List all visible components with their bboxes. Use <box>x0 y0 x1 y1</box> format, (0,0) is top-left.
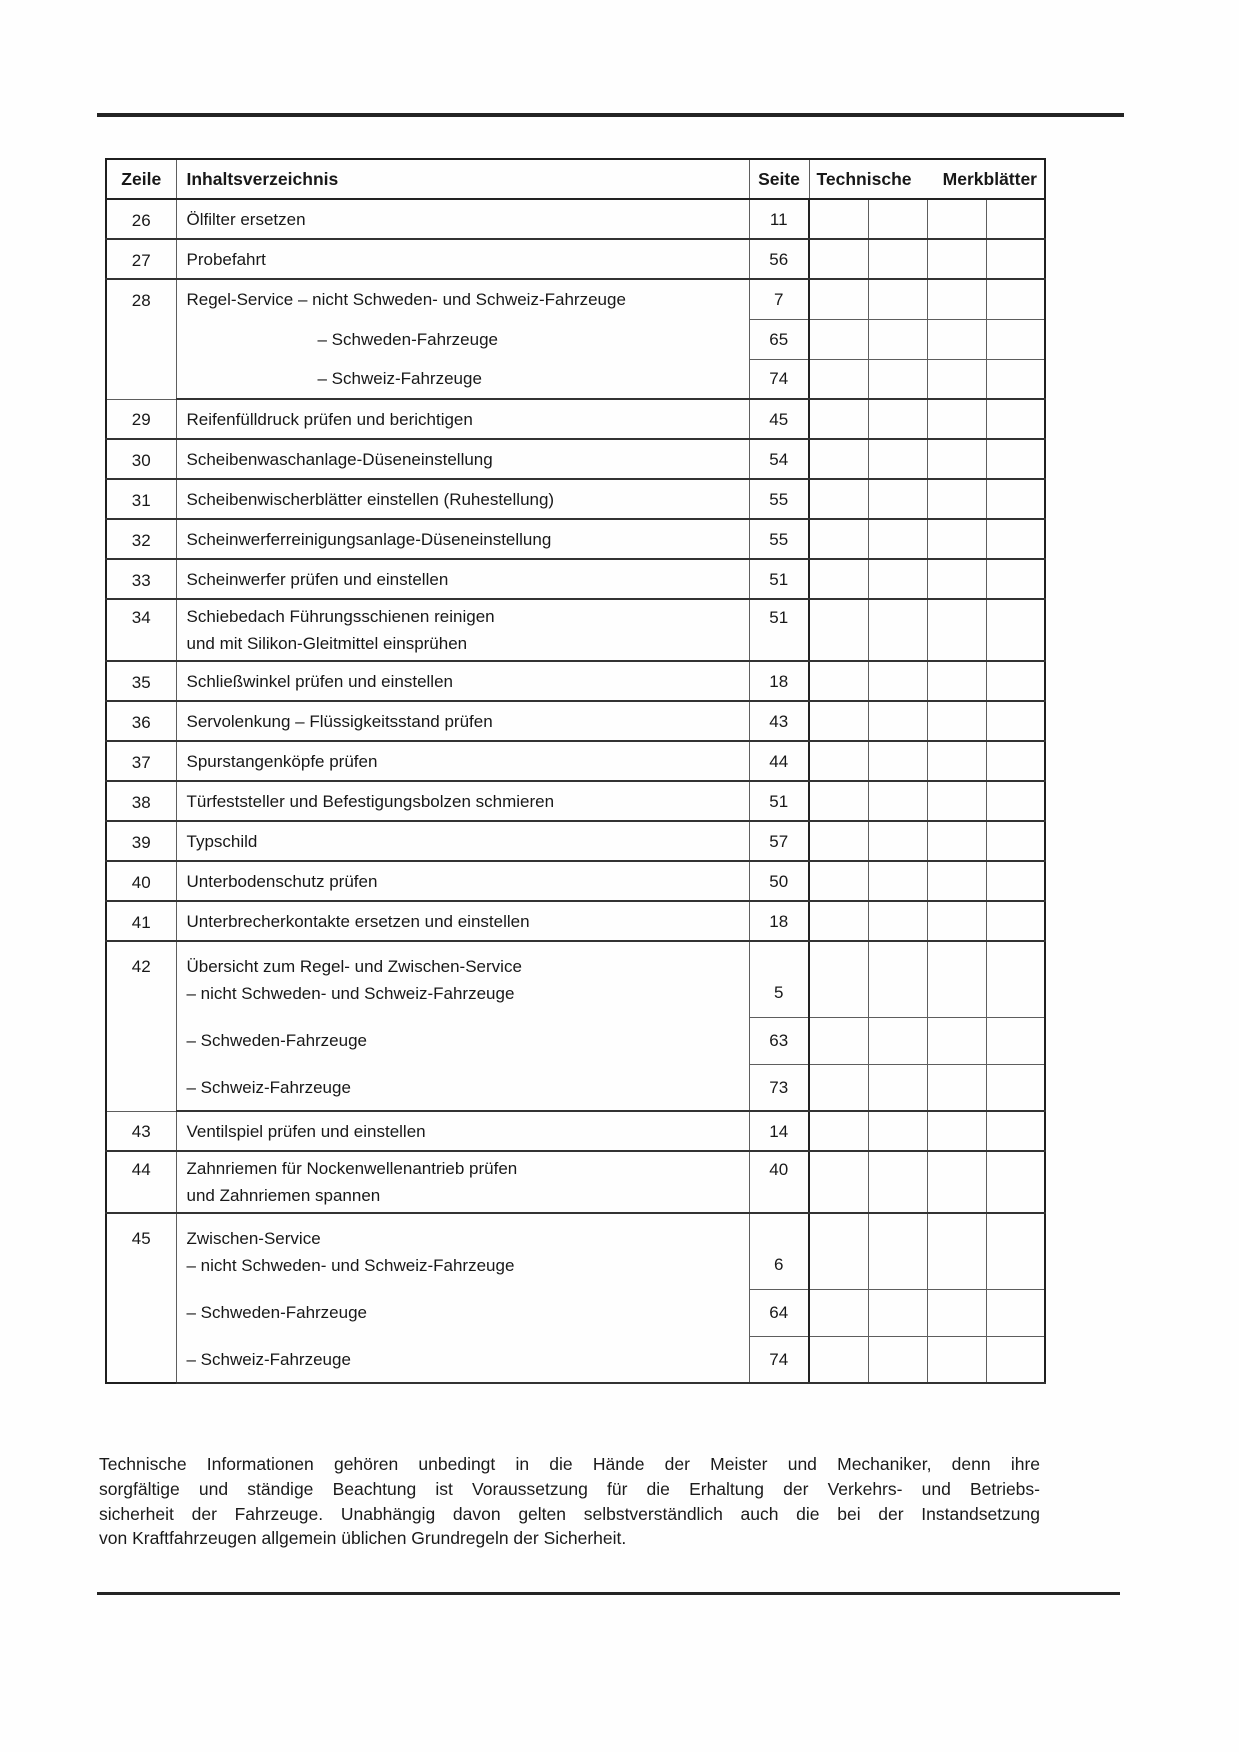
merkblatt-cell <box>927 781 986 821</box>
merkblatt-cell <box>986 279 1045 319</box>
zeile-cell: 34 <box>106 599 176 661</box>
zeile-cell: 44 <box>106 1151 176 1213</box>
zeile-cell: 45 <box>106 1213 176 1383</box>
inhalt-cell <box>176 661 749 701</box>
merkblatt-cell <box>868 599 927 661</box>
table-body <box>106 199 1045 1383</box>
seite-cell: 40 <box>749 1151 809 1213</box>
table-row <box>106 861 1045 901</box>
merkblatt-cell <box>927 1111 986 1151</box>
inhalt-cell <box>176 1017 749 1064</box>
merkblatt-cell <box>809 1111 868 1151</box>
merkblatt-cell <box>868 319 927 359</box>
entry-text: Servolenkung – Flüssigkeitsstand prüfen <box>186 711 493 731</box>
table-row <box>106 479 1045 519</box>
entry-text: Ölfilter ersetzen <box>186 209 306 229</box>
merkblatt-cell <box>927 599 986 661</box>
bottom-rule <box>97 1592 1120 1595</box>
inhalt-cell <box>176 941 749 1017</box>
entry-text: und mit Silikon-Gleitmittel einsprühen <box>186 634 468 653</box>
merkblatt-cell <box>809 901 868 941</box>
table-row <box>106 359 1045 399</box>
merkblatt-cell <box>868 1064 927 1111</box>
inhalt-cell <box>176 1336 749 1383</box>
table-row <box>106 821 1045 861</box>
zeile-cell: 32 <box>106 519 176 559</box>
merkblatt-cell <box>809 199 868 239</box>
zeile-cell: 33 <box>106 559 176 599</box>
merkblatt-cell <box>927 279 986 319</box>
merkblatt-cell <box>986 1017 1045 1064</box>
entry-text: und Zahnriemen spannen <box>186 1186 381 1205</box>
merkblatt-cell <box>986 821 1045 861</box>
entry-text: Scheibenwaschanlage-Düseneinstellung <box>186 449 493 469</box>
col-header-zeile: Zeile <box>106 159 176 199</box>
merkblatt-cell <box>809 661 868 701</box>
merkblatt-cell <box>927 1213 986 1289</box>
entry-text: Zwischen-Service <box>186 1228 321 1248</box>
merkblatt-cell <box>809 359 868 399</box>
inhalt-cell <box>176 559 749 599</box>
zeile-cell: 39 <box>106 821 176 861</box>
merkblatt-cell <box>809 941 868 1017</box>
table-row <box>106 1213 1045 1289</box>
seite-cell: 73 <box>749 1064 809 1111</box>
entry-text: Scheibenwischerblätter einstellen (Ruhestellung) <box>186 489 555 509</box>
inhalt-cell <box>176 399 749 439</box>
col-header-inhaltsverzeichnis: Inhaltsverzeichnis <box>176 159 749 199</box>
footer-line: Technische Informationen gehören unbedingt in die Hände der Meister und Mechaniker, denn ihre <box>99 1454 1040 1474</box>
merkblatt-cell <box>986 1289 1045 1336</box>
merkblatt-cell <box>868 399 927 439</box>
merkblatt-cell <box>809 861 868 901</box>
footer-line: sicherheit der Fahrzeuge. Unabhängig davon gelten selbstverständlich auch die bei der Instandsetzung <box>99 1503 1040 1524</box>
merkblatt-cell <box>868 661 927 701</box>
seite-cell: 18 <box>749 901 809 941</box>
col-header-technische-merkblaetter: Technische Merkblätter <box>809 159 1045 199</box>
merkblatt-cell <box>927 701 986 741</box>
merkblatt-cell <box>927 479 986 519</box>
merkblatt-cell <box>986 1213 1045 1289</box>
merkblatt-cell <box>986 781 1045 821</box>
seite-cell: 5 <box>749 941 809 1017</box>
merkblatt-cell <box>868 359 927 399</box>
inhalt-cell <box>176 479 749 519</box>
entry-text: Türfeststeller und Befestigungsbolzen schmieren <box>186 791 555 811</box>
merkblatt-cell <box>809 1151 868 1213</box>
entry-text: Ventilspiel prüfen und einstellen <box>186 1121 426 1141</box>
merkblatt-cell <box>809 599 868 661</box>
table-row <box>106 319 1045 359</box>
merkblatt-cell <box>986 1336 1045 1383</box>
table-row <box>106 599 1045 661</box>
entry-text: Schiebedach Führungsschienen reinigen <box>186 607 495 626</box>
contents-table <box>105 158 1046 1384</box>
merkblatt-cell <box>927 199 986 239</box>
zeile-cell: 40 <box>106 861 176 901</box>
merkblatt-cell <box>868 781 927 821</box>
seite-cell: 6 <box>749 1213 809 1289</box>
merkblatt-cell <box>986 399 1045 439</box>
merkblatt-cell <box>809 279 868 319</box>
table-row <box>106 559 1045 599</box>
merkblatt-cell <box>809 1213 868 1289</box>
merkblatt-cell <box>868 821 927 861</box>
inhalt-cell <box>176 239 749 279</box>
merkblatt-cell <box>927 319 986 359</box>
merkblatt-cell <box>809 239 868 279</box>
entry-text: Zahnriemen für Nockenwellenantrieb prüfen <box>186 1159 518 1178</box>
entry-text: Unterbodenschutz prüfen <box>186 871 378 891</box>
merkblatt-cell <box>809 1064 868 1111</box>
seite-cell: 55 <box>749 519 809 559</box>
merkblatt-cell <box>868 239 927 279</box>
entry-text: Reifenfülldruck prüfen und berichtigen <box>186 409 473 429</box>
zeile-cell: 41 <box>106 901 176 941</box>
table-header <box>106 159 1045 199</box>
merkblatt-cell <box>986 439 1045 479</box>
entry-text: – Schweiz-Fahrzeuge <box>317 369 482 388</box>
table-row <box>106 439 1045 479</box>
seite-cell: 18 <box>749 661 809 701</box>
merkblatt-cell <box>927 861 986 901</box>
merkblatt-cell <box>809 741 868 781</box>
merkblatt-cell <box>868 199 927 239</box>
zeile-cell: 38 <box>106 781 176 821</box>
merkblatt-cell <box>868 479 927 519</box>
merkblatt-cell <box>809 1289 868 1336</box>
seite-cell: 50 <box>749 861 809 901</box>
entry-text: Typschild <box>186 831 258 851</box>
seite-cell: 51 <box>749 781 809 821</box>
table-row <box>106 399 1045 439</box>
merkblatt-cell <box>986 239 1045 279</box>
merkblatt-cell <box>986 1111 1045 1151</box>
zeile-cell: 42 <box>106 941 176 1111</box>
seite-cell: 45 <box>749 399 809 439</box>
merkblatt-cell <box>986 901 1045 941</box>
inhalt-cell <box>176 1111 749 1151</box>
seite-cell: 57 <box>749 821 809 861</box>
entry-text: – nicht Schweden- und Schweiz-Fahrzeuge <box>186 983 515 1003</box>
merkblatt-cell <box>927 1336 986 1383</box>
merkblatt-cell <box>868 1336 927 1383</box>
entry-text: Schließwinkel prüfen und einstellen <box>186 671 453 691</box>
zeile-cell: 37 <box>106 741 176 781</box>
entry-text: – Schweden-Fahrzeuge <box>186 1031 368 1050</box>
entry-text: – Schweiz-Fahrzeuge <box>186 1077 351 1097</box>
merkblatt-cell <box>986 319 1045 359</box>
merkblatt-cell <box>868 741 927 781</box>
merkblatt-cell <box>868 279 927 319</box>
zeile-cell: 31 <box>106 479 176 519</box>
merkblatt-cell <box>927 439 986 479</box>
merkblatt-cell <box>927 941 986 1017</box>
zeile-cell: 43 <box>106 1111 176 1151</box>
merkblatt-cell <box>927 1151 986 1213</box>
inhalt-cell <box>176 199 749 239</box>
merkblatt-cell <box>986 559 1045 599</box>
inhalt-cell <box>176 519 749 559</box>
merkblatt-cell <box>868 901 927 941</box>
entry-text: Übersicht zum Regel- und Zwischen-Service <box>186 956 522 976</box>
seite-cell: 74 <box>749 1336 809 1383</box>
seite-cell: 65 <box>749 319 809 359</box>
table-row <box>106 1289 1045 1336</box>
header-row <box>106 159 1045 199</box>
seite-cell: 44 <box>749 741 809 781</box>
merkblatt-cell <box>809 399 868 439</box>
merkblatt-cell <box>868 439 927 479</box>
merkblatt-cell <box>927 821 986 861</box>
table-row <box>106 701 1045 741</box>
merkblatt-cell <box>927 661 986 701</box>
merkblatt-cell <box>927 741 986 781</box>
inhalt-cell <box>176 1151 749 1213</box>
footer-note <box>99 1452 1040 1551</box>
merkblatt-cell <box>986 861 1045 901</box>
zeile-cell: 26 <box>106 199 176 239</box>
inhalt-cell <box>176 1064 749 1111</box>
zeile-cell: 29 <box>106 399 176 439</box>
merkblatt-cell <box>868 1111 927 1151</box>
merkblatt-cell <box>868 941 927 1017</box>
merkblatt-cell <box>927 901 986 941</box>
merkblatt-cell <box>927 399 986 439</box>
table-row <box>106 1336 1045 1383</box>
seite-cell: 56 <box>749 239 809 279</box>
seite-cell: 64 <box>749 1289 809 1336</box>
merkblatt-cell <box>986 741 1045 781</box>
merkblatt-cell <box>986 661 1045 701</box>
entry-text: – Schweden-Fahrzeuge <box>317 329 499 349</box>
entry-text: Spurstangenköpfe prüfen <box>186 751 378 771</box>
seite-cell: 43 <box>749 701 809 741</box>
table-row <box>106 1111 1045 1151</box>
top-rule <box>97 113 1124 117</box>
seite-cell: 11 <box>749 199 809 239</box>
entry-text: – nicht Schweden- und Schweiz-Fahrzeuge <box>186 1255 515 1275</box>
merkblatt-cell <box>809 1336 868 1383</box>
merkblatt-cell <box>986 479 1045 519</box>
merkblatt-cell <box>986 941 1045 1017</box>
merkblatt-cell <box>868 1151 927 1213</box>
merkblatt-cell <box>868 1213 927 1289</box>
inhalt-cell <box>176 319 749 359</box>
merkblatt-cell <box>986 701 1045 741</box>
merkblatt-cell <box>927 359 986 399</box>
zeile-cell: 28 <box>106 279 176 399</box>
merkblatt-cell <box>927 519 986 559</box>
table-row <box>106 239 1045 279</box>
inhalt-cell <box>176 821 749 861</box>
table-row <box>106 941 1045 1017</box>
inhalt-cell <box>176 1289 749 1336</box>
merkblatt-cell <box>809 1017 868 1064</box>
seite-cell: 74 <box>749 359 809 399</box>
inhalt-cell <box>176 1213 749 1289</box>
merkblatt-cell <box>927 1289 986 1336</box>
entry-text: Regel-Service – nicht Schweden- und Schweiz-Fahrzeuge <box>186 290 626 309</box>
inhalt-cell <box>176 359 749 399</box>
merkblatt-cell <box>809 781 868 821</box>
merkblatt-cell <box>868 519 927 559</box>
table-row <box>106 199 1045 239</box>
col-header-seite: Seite <box>749 159 809 199</box>
merkblatt-cell <box>927 1064 986 1111</box>
merkblatt-cell <box>868 1017 927 1064</box>
inhalt-cell <box>176 279 749 319</box>
inhalt-cell <box>176 599 749 661</box>
table-row <box>106 279 1045 319</box>
table-row <box>106 1064 1045 1111</box>
inhalt-cell <box>176 901 749 941</box>
merkblatt-cell <box>809 701 868 741</box>
seite-cell: 63 <box>749 1017 809 1064</box>
merkblatt-cell <box>927 1017 986 1064</box>
inhalt-cell <box>176 861 749 901</box>
inhalt-cell <box>176 701 749 741</box>
merkblatt-cell <box>868 559 927 599</box>
entry-text: – Schweiz-Fahrzeuge <box>186 1349 351 1369</box>
seite-cell: 55 <box>749 479 809 519</box>
seite-cell: 51 <box>749 559 809 599</box>
table-row <box>106 1017 1045 1064</box>
merkblatt-cell <box>868 701 927 741</box>
contents-table-wrap <box>105 158 1046 1384</box>
inhalt-cell <box>176 781 749 821</box>
zeile-cell: 36 <box>106 701 176 741</box>
table-row <box>106 781 1045 821</box>
merkblatt-cell <box>986 359 1045 399</box>
inhalt-cell <box>176 439 749 479</box>
entry-text: Scheinwerfer prüfen und einstellen <box>186 569 449 589</box>
merkblatt-cell <box>809 559 868 599</box>
merkblatt-cell <box>809 319 868 359</box>
table-row <box>106 1151 1045 1213</box>
merkblatt-cell <box>868 861 927 901</box>
zeile-cell: 30 <box>106 439 176 479</box>
merkblatt-cell <box>986 519 1045 559</box>
seite-cell: 14 <box>749 1111 809 1151</box>
entry-text: Scheinwerferreinigungsanlage-Düseneinstellung <box>186 529 552 549</box>
entry-text: – Schweden-Fahrzeuge <box>186 1303 368 1322</box>
merkblatt-cell <box>809 479 868 519</box>
entry-text: Probefahrt <box>186 249 266 269</box>
table-row <box>106 901 1045 941</box>
merkblatt-cell <box>809 821 868 861</box>
inhalt-cell <box>176 741 749 781</box>
merkblatt-cell <box>868 1289 927 1336</box>
seite-cell: 51 <box>749 599 809 661</box>
table-row <box>106 519 1045 559</box>
merkblatt-cell <box>986 1151 1045 1213</box>
merkblatt-cell <box>986 599 1045 661</box>
zeile-cell: 35 <box>106 661 176 701</box>
merkblatt-cell <box>809 519 868 559</box>
footer-line: von Kraftfahrzeugen allgemein üblichen Grundregeln der Sicherheit. <box>99 1528 627 1549</box>
zeile-cell: 27 <box>106 239 176 279</box>
table-row <box>106 661 1045 701</box>
seite-cell: 7 <box>749 279 809 319</box>
entry-text: Unterbrecherkontakte ersetzen und einstellen <box>186 911 530 931</box>
merkblatt-cell <box>809 439 868 479</box>
table-row <box>106 741 1045 781</box>
footer-line: sorgfältige und ständige Beachtung ist Voraussetzung für die Erhaltung der Verkehrs- und Betriebs- <box>99 1478 1040 1499</box>
merkblatt-cell <box>986 199 1045 239</box>
merkblatt-cell <box>927 559 986 599</box>
seite-cell: 54 <box>749 439 809 479</box>
merkblatt-cell <box>986 1064 1045 1111</box>
merkblatt-cell <box>927 239 986 279</box>
